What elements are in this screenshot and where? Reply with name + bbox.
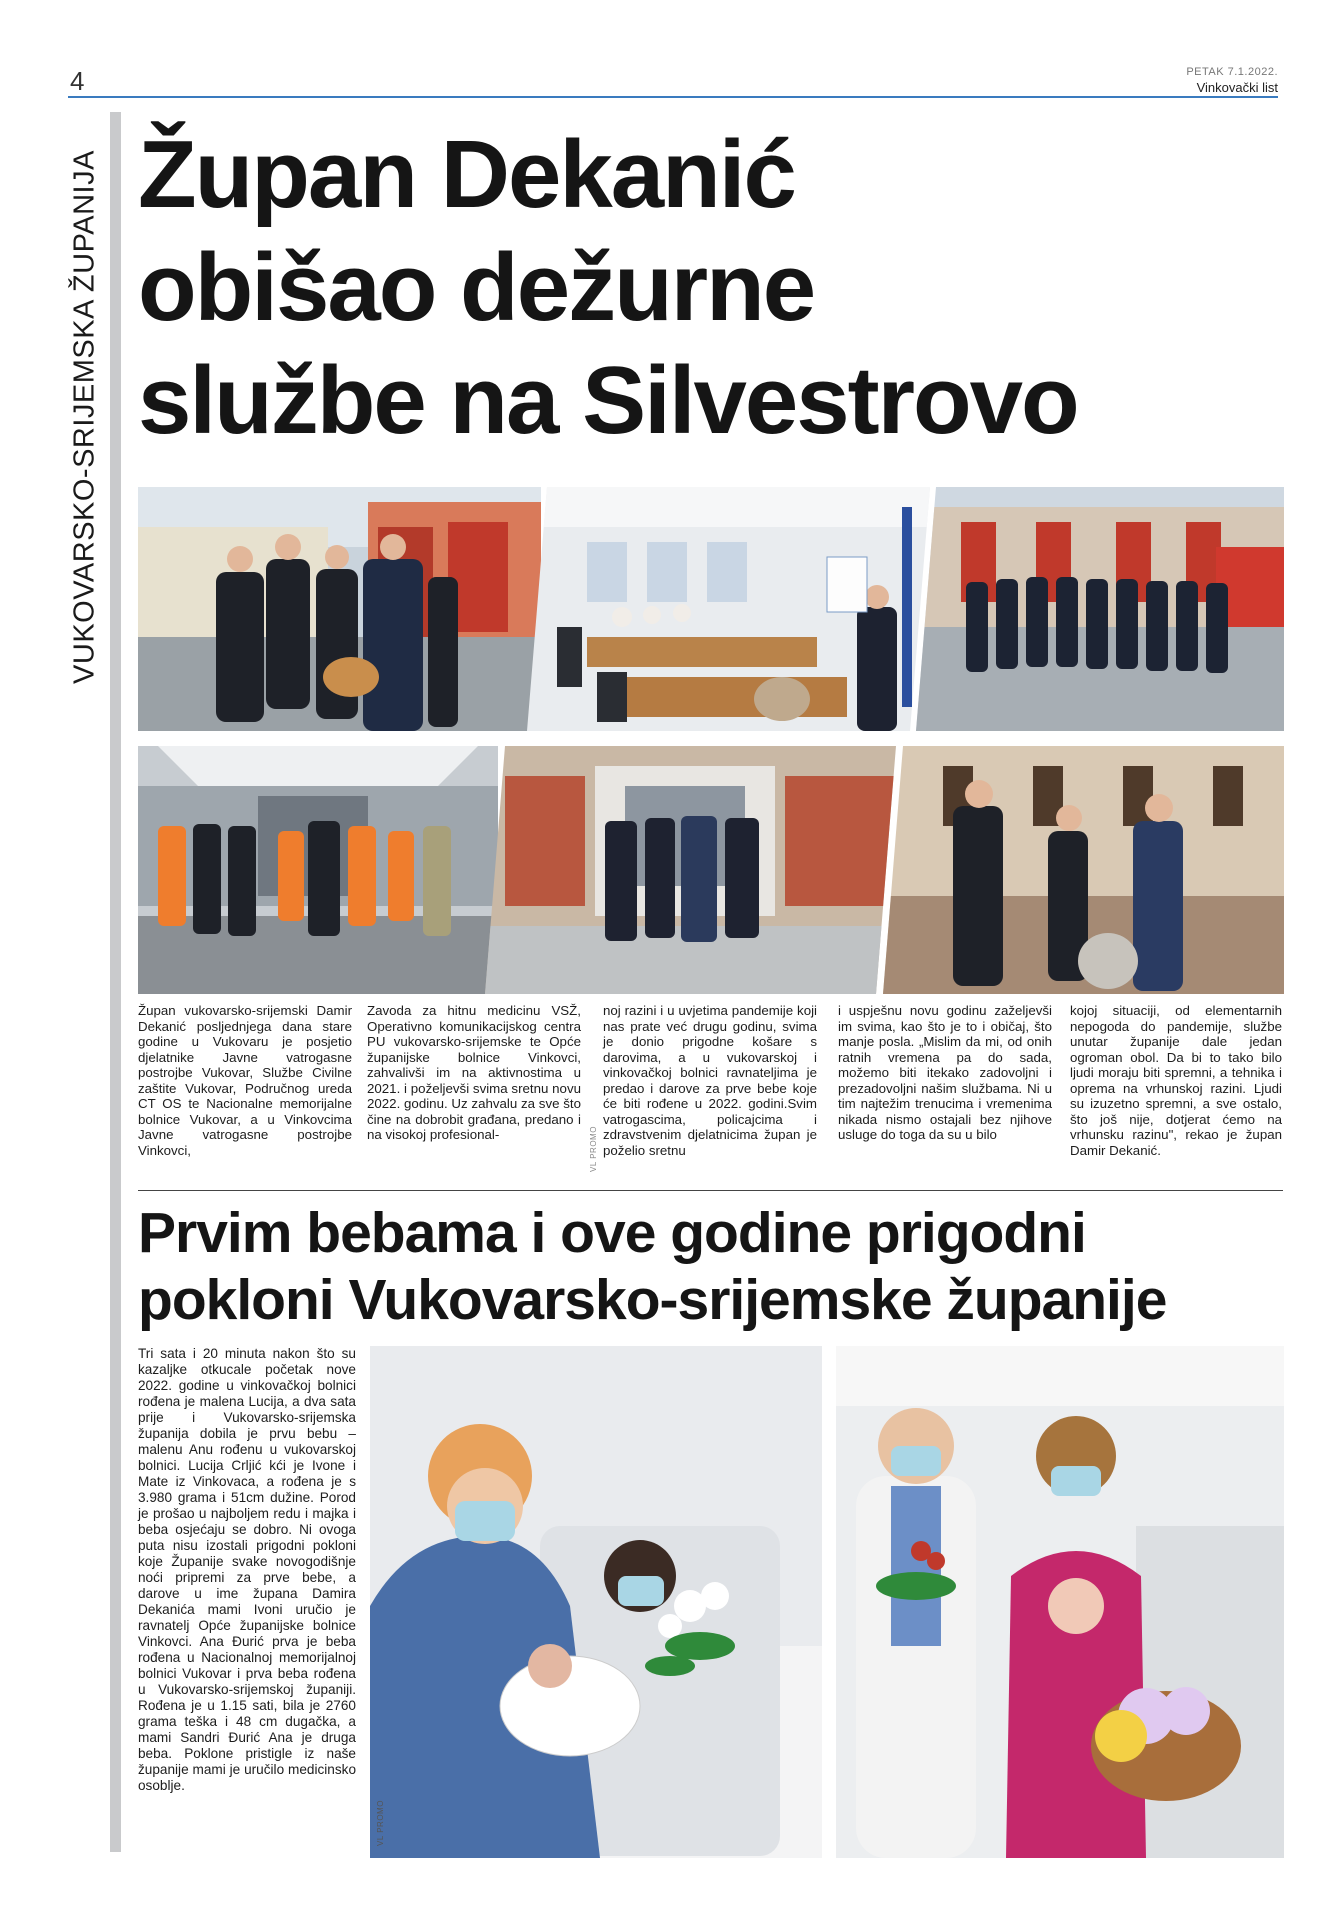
page-number: 4 (70, 66, 85, 96)
newspaper-name: Vinkovački list (1196, 80, 1278, 95)
header-rule (68, 96, 1278, 98)
photo-hospital-meeting-room (527, 487, 930, 731)
section-label-text: VUKOVARSKO-SRIJEMSKA ŽUPANIJA (68, 150, 101, 684)
photo-credit: VL PROMO (589, 1126, 598, 1172)
article1-headline (138, 118, 1288, 457)
section-bar (110, 112, 121, 1852)
article2-headline (138, 1200, 1298, 1334)
photo-credit: VL PROMO (376, 1800, 385, 1846)
photo-police-station (485, 746, 896, 994)
article1-column-4: i uspješnu novu godinu zaželjevši im svima, kao što je to i običaj, što manje posla. „Mislim da mi, od onih ratnih vremena pa do sada, možemo biti itekako zadovoljni i prezadovoljni našim službama. Ni u tim najtežim trenucima i vremenima nikada nismo ostajali bez njihove usluge do toga da su u bilo (838, 1003, 1052, 1142)
photo-fire-station-vukovar (138, 487, 541, 731)
headline-line: Prvim bebama i ove godine prigodni (138, 1201, 1086, 1265)
article1-column-3: noj razini i u uvjetima pandemije koji nas prate već drugu godinu, svima je donio prigodne košare s darovima, a u vukovarskoj i vinkovačkoj bolnici ravnateljima je predao i darove za prve bebe koje će biti rođene u 2022. godini.Svim vatrogascima, policajcima i zdravstvenim djelatnicima župan je poželio sretnu (603, 1003, 817, 1158)
photo-nurse-mother-baby (370, 1346, 822, 1858)
article1-column-2: Zavoda za hitnu medicinu VSŽ, Operativno komunikacijskog centra PU vukovarsko-srijemske te Opće županijske bolnice Vinkovci, zahvalivši im na aktivnostima u 2021. i poželjevši svima sretnu novu 2022. godinu. Uz zahvalu za sve što čine na dobrobit građana, predano i na visokoj profesional- (367, 1003, 581, 1142)
photo-ambulance-staff (138, 746, 498, 994)
section-label (68, 112, 102, 722)
article-divider (138, 1190, 1283, 1191)
photo-hospital-courtyard (883, 746, 1284, 994)
headline-line: Župan Dekanić (138, 121, 795, 228)
article1-column-1: Župan vukovarsko-srijemski Damir Dekanić posljednjega dana stare godine u Vukovaru je posjetio djelatnike Javne vatrogasne postrojbe Vukovar, Službe Civilne zaštite Vukovar, Područnog ureda CT OS te Nacionalne memorijalne bolnice Vukovar, a u Vinkovcima Javne vatrogasne postrojbe Vinkovci, (138, 1003, 352, 1158)
photo-director-mother-baby (836, 1346, 1284, 1858)
article2-body: Tri sata i 20 minuta nakon što su kazaljke otkucale početak nove 2022. godine u vinkovačkoj bolnici rođena je malena Lucija, a dva sata prije i Vukovarsko-srijemska županija dobila je prvu bebu – malenu Anu rođenu u vukovarskoj bolnici. Lucija Crljić kći je Ivone i Mate iz Vinkovaca, a rođena je s 3.980 grama i 51cm dužine. Porod je prošao u najboljem redu i majka i beba osjećaju se dobro. Ni ovoga puta nisu izostali prigodni pokloni koje Županije svake novogodišnje noći pripremi za prve bebe, a darove u ime župana Damira Dekanića mami Ivoni uručio je ravnatelj Opće županijske bolnice Vinkovci. Ana Đurić prva je beba rođena u Nacionalnoj memorijalnoj bolnici Vukovar i prva beba rođena u Vukovarsko-srijemskoj županiji. Rođena je u 1.15 sati, bila je 2760 grama teška i 48 cm dugačka, a mami Sandri Đurić Ana je druga beba. Poklone pristigle iz naše županije mami je uručilo medicinsko osoblje. (138, 1346, 356, 1793)
headline-line: obišao dežurne (138, 234, 815, 341)
photo-firefighters-vinkovci (916, 487, 1284, 731)
headline-line: pokloni Vukovarsko-srijemske županije (138, 1268, 1167, 1332)
issue-date: PETAK 7.1.2022. (1186, 66, 1278, 78)
headline-line: službe na Silvestrovo (138, 347, 1078, 454)
article1-column-5: kojoj situaciji, od elementarnih nepogoda do pandemije, službe unutar županije dale jedan ogroman obol. Da bi to tako bilo ljudi moraju biti spremni, a tehnika i oprema na vrhunskoj razini. Ljudi su izuzetno spremni, a sve ostalo, što još nije, dotjerat ćemo na vrhunsku razinu", rekao je župan Damir Dekanić. (1070, 1003, 1282, 1158)
